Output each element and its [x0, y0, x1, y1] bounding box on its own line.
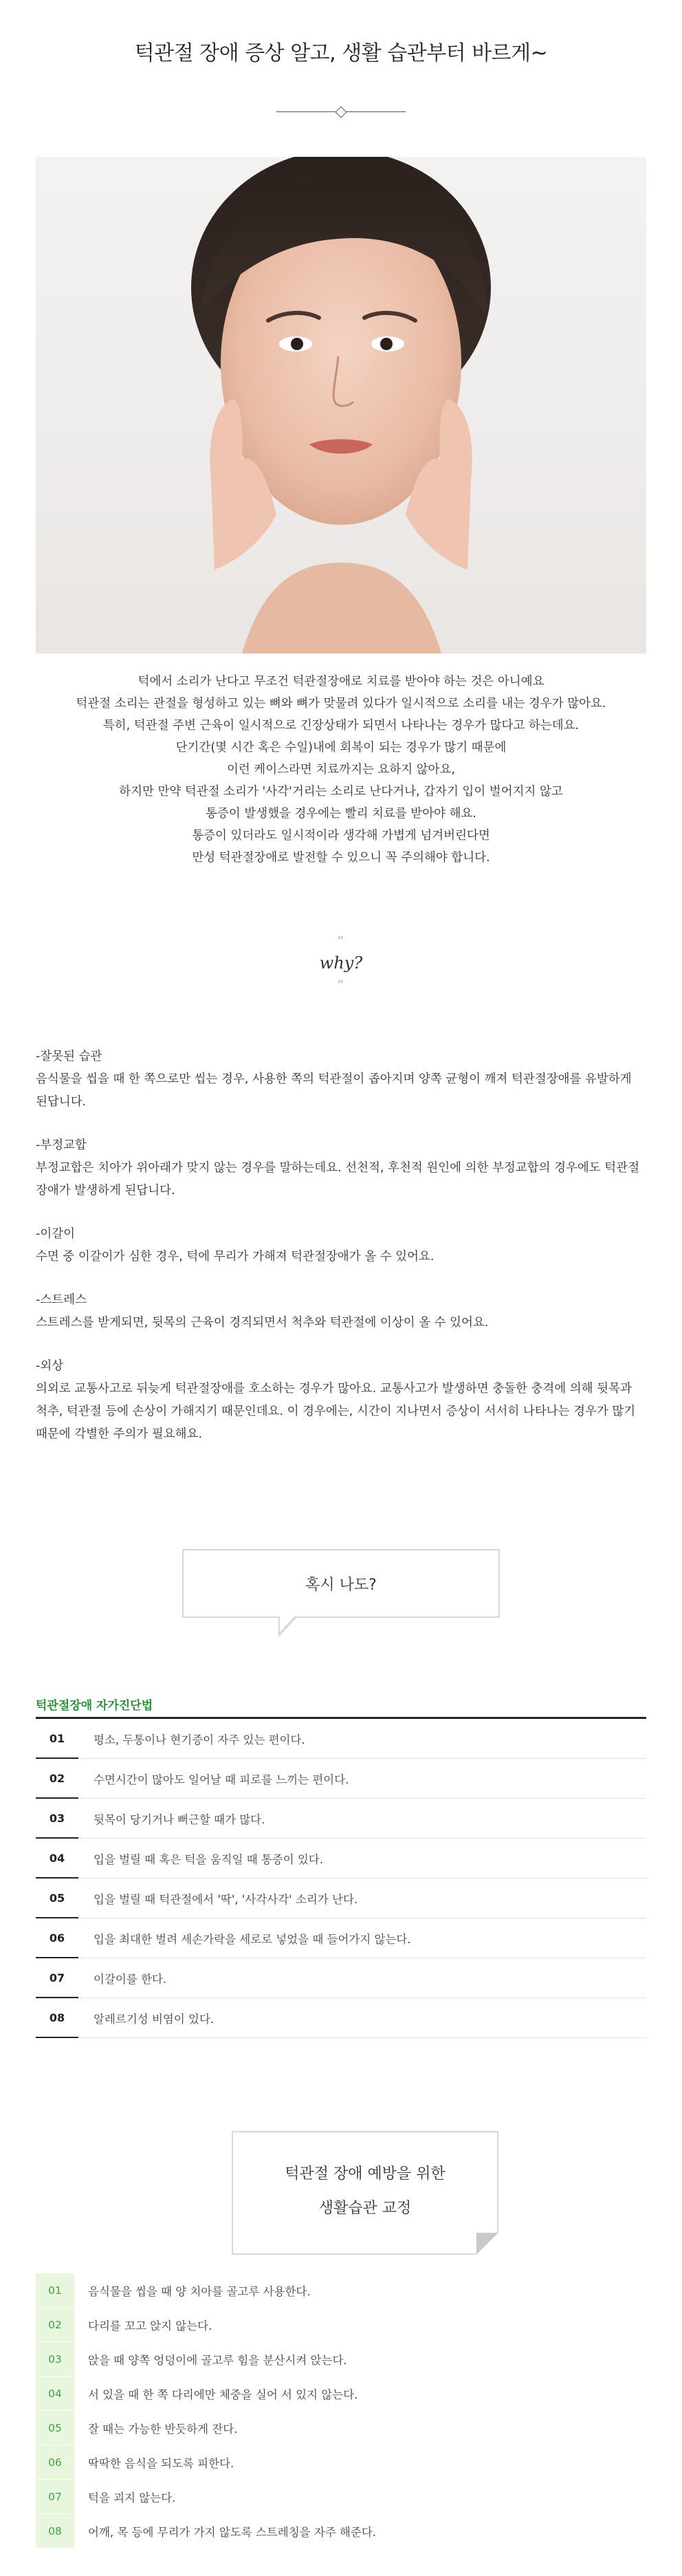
tip-number: 02 — [36, 2308, 74, 2342]
causes-list — [36, 1046, 646, 1466]
divider-line-right — [346, 111, 406, 112]
checklist-row — [36, 1879, 646, 1918]
checklist-number: 06 — [36, 1919, 78, 1958]
checklist-number: 08 — [36, 1999, 78, 2038]
tip-number: 04 — [36, 2377, 74, 2411]
tip-text: 잘 때는 가능한 반듯하게 잔다. — [88, 2423, 238, 2436]
tip-number: 07 — [36, 2480, 74, 2514]
intro-line: 통증이 있더라도 일시적이라 생각해 가볍게 넘겨버린다면 — [192, 829, 490, 843]
checklist-number: 03 — [36, 1799, 78, 1839]
hero-photo — [36, 157, 646, 653]
intro-line: 특히, 턱관절 주변 근육이 일시적으로 긴장상태가 되면서 나타나는 경우가 많다고 하는데요. — [102, 719, 580, 733]
checklist-row — [36, 1799, 646, 1839]
cause-description: 수면 중 이갈이가 심한 경우, 턱에 무리가 가해져 턱관절장애가 올 수 있어요. — [36, 1250, 434, 1264]
intro-line: 통증이 발생했을 경우에는 빨리 치료를 받아야 해요. — [206, 807, 476, 821]
tip-number: 08 — [36, 2514, 74, 2548]
checklist-number: 02 — [36, 1760, 78, 1799]
diamond-icon — [336, 107, 347, 118]
prevention-note-card — [232, 2131, 498, 2255]
close-quote-icon: ” — [337, 978, 345, 993]
divider-line-left — [276, 111, 336, 112]
tip-row — [36, 2377, 646, 2411]
tip-row — [36, 2445, 646, 2480]
tip-row — [36, 2342, 646, 2377]
checklist-number: 01 — [36, 1720, 78, 1759]
intro-paragraph — [36, 671, 646, 869]
checklist-table — [36, 1717, 646, 2038]
woman-face-illustration — [36, 157, 646, 653]
tip-text: 다리를 꼬고 앉지 않는다. — [88, 2319, 212, 2333]
checklist-row — [36, 1759, 646, 1799]
tip-text: 딱딱한 음식을 되도록 피한다. — [88, 2457, 234, 2470]
checklist-row — [36, 1918, 646, 1958]
cause-title: -잘못된 습관 — [36, 1050, 102, 1063]
speech-bubble-text: 혹시 나도? — [305, 1576, 377, 1594]
cause-item — [36, 1223, 646, 1268]
cause-title: -외상 — [36, 1359, 64, 1373]
tip-number: 06 — [36, 2445, 74, 2480]
checklist-text: 입을 벌릴 때 턱관절에서 '딱', '사각사각' 소리가 난다. — [94, 1892, 358, 1906]
cause-description: 음식물을 씹을 때 한 쪽으로만 씹는 경우, 사용한 쪽의 턱관절이 좁아지며 양쪽 균형이 깨져 턱관절장애를 유발하게 된답니다. — [36, 1072, 632, 1109]
cause-description: 부정교합은 치아가 위아래가 맞지 않는 경우를 말하는데요. 선천적, 후천적 원인에 의한 부정교합의 경우에도 턱관절장애가 발생하게 된답니다. — [36, 1161, 639, 1198]
tip-text: 어깨, 목 등에 무리가 가지 않도록 스트레칭을 자주 해준다. — [88, 2526, 377, 2539]
cause-item — [36, 1134, 646, 1202]
prevention-note-line: 턱관절 장애 예방을 위한 — [285, 2165, 446, 2183]
checklist-text: 이갈이를 한다. — [94, 1972, 167, 1986]
cause-item — [36, 1046, 646, 1114]
page-fold-icon — [476, 2233, 498, 2255]
speech-bubble-tail-inner — [280, 1616, 295, 1632]
tip-row — [36, 2480, 646, 2514]
tip-row — [36, 2273, 646, 2308]
checklist-title: 턱관절장애 자가진단법 — [36, 1699, 153, 1713]
checklist-number: 05 — [36, 1879, 78, 1918]
tip-number: 03 — [36, 2342, 74, 2377]
intro-line: 만성 턱관절장애로 발전할 수 있으니 꼭 주의해야 합니다. — [192, 851, 490, 865]
tip-number: 05 — [36, 2411, 74, 2445]
checklist-text: 입을 최대한 벌려 세손가락을 세로로 넣었을 때 들어가지 않는다. — [94, 1932, 411, 1946]
tip-row — [36, 2514, 646, 2548]
speech-bubble — [182, 1549, 500, 1618]
intro-line: 단기간(몇 시간 혹은 수일)내에 회복이 되는 경우가 많기 때문에 — [175, 741, 507, 755]
intro-line: 하지만 만약 턱관절 소리가 '사각'거리는 소리로 난다거나, 갑자기 입이 벌어지지 않고 — [119, 785, 563, 799]
intro-line: 턱에서 소리가 난다고 무조건 턱관절장애로 치료를 받아야 하는 것은 아니예요 — [138, 675, 544, 689]
checklist-row — [36, 1839, 646, 1879]
cause-item — [36, 1355, 646, 1446]
title-divider — [276, 107, 406, 118]
tips-list — [36, 2273, 646, 2548]
checklist-row — [36, 1998, 646, 2038]
checklist-text: 입을 벌릴 때 혹은 턱을 움직일 때 통증이 있다. — [94, 1852, 324, 1866]
cause-description: 의외로 교통사고로 뒤늦게 턱관절장애를 호소하는 경우가 많아요. 교통사고가 발생하면 충돌한 충격에 의해 뒷목과 척추, 턱관절 등에 손상이 가해지기 때문인데요. 이 경우에는, 시간이 지나면서 증상이 서서히 나타나는 경우가 많기 때문에 각별한 주의가 필요해요. — [36, 1382, 636, 1441]
cause-item — [36, 1289, 646, 1334]
tip-text: 서 있을 때 한 쪽 다리에만 체중을 실어 서 있지 않는다. — [88, 2388, 358, 2401]
tip-row — [36, 2411, 646, 2445]
cause-title: -스트레스 — [36, 1293, 87, 1307]
checklist-row — [36, 1719, 646, 1759]
tip-text: 턱을 괴지 않는다. — [88, 2491, 176, 2504]
checklist-text: 알레르기성 비염이 있다. — [94, 2012, 214, 2026]
prevention-note-text — [233, 2157, 497, 2226]
cause-title: -부정교합 — [36, 1138, 87, 1152]
tip-row — [36, 2308, 646, 2342]
tip-text: 음식물을 씹을 때 양 치아를 골고루 사용한다. — [88, 2285, 311, 2298]
tip-number: 01 — [36, 2273, 74, 2308]
checklist-text: 평소, 두통이나 현기증이 자주 있는 편이다. — [94, 1733, 305, 1746]
page-title: 턱관절 장애 증상 알고, 생활 습관부터 바르게~ — [134, 41, 548, 65]
checklist-text: 뒷목이 당기거나 뻐근할 때가 많다. — [94, 1812, 265, 1826]
tip-text: 앉을 때 양쪽 엉덩이에 골고루 힘을 분산시켜 앉는다. — [88, 2354, 347, 2367]
checklist-number: 07 — [36, 1959, 78, 1998]
checklist-row — [36, 1958, 646, 1998]
intro-line: 턱관절 소리는 관절을 형성하고 있는 뼈와 뼈가 맞물려 있다가 일시적으로 소리를 내는 경우가 많아요. — [76, 697, 606, 711]
cause-title: -이갈이 — [36, 1227, 76, 1241]
why-heading — [0, 935, 682, 992]
why-label: why? — [319, 953, 363, 973]
checklist-number: 04 — [36, 1839, 78, 1879]
prevention-note-line: 생활습관 교정 — [318, 2200, 412, 2217]
checklist-text: 수면시간이 많아도 일어날 때 피로를 느끼는 편이다. — [94, 1773, 349, 1786]
intro-line: 이런 케이스라면 치료까지는 요하지 않아요, — [226, 763, 456, 777]
open-quote-icon: “ — [337, 934, 345, 949]
cause-description: 스트레스를 받게되면, 뒷목의 근육이 경직되면서 척추와 턱관절에 이상이 올 수 있어요. — [36, 1316, 489, 1330]
